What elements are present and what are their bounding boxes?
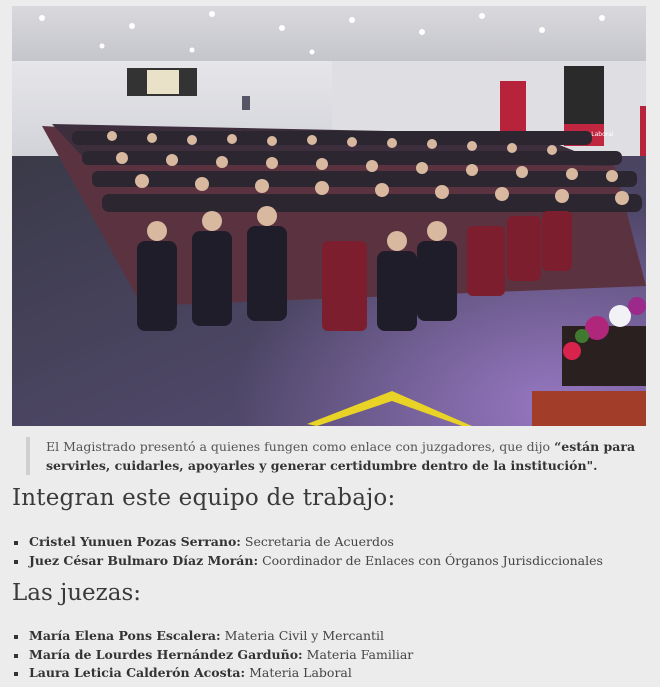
judge-role: Materia Laboral <box>249 665 352 680</box>
team-heading: Integran este equipo de trabajo: <box>12 485 396 511</box>
photo-caption <box>26 437 646 475</box>
judge-name: Laura Leticia Calderón Acosta: <box>29 665 246 680</box>
judges-list <box>12 627 413 683</box>
caption-quote: “están para servirles, cuidarles, apoyarles y generar certidumbre dentro de la institución". <box>46 439 636 473</box>
judges-heading: Las juezas: <box>12 580 142 606</box>
list-item <box>12 552 603 571</box>
judge-role: Materia Familiar <box>306 646 414 662</box>
auditorium-photo <box>12 6 646 426</box>
list-item <box>12 627 413 646</box>
member-role: Coordinador de Enlaces con Órganos Jurisdiccionales <box>262 552 603 568</box>
list-item <box>12 664 413 683</box>
judge-name: María Elena Pons Escalera: <box>29 628 221 643</box>
judge-name: María de Lourdes Hernández Garduño: <box>29 646 303 662</box>
caption-text: El Magistrado presentó a quienes fungen como enlace con juzgadores, que dijo <box>46 439 555 454</box>
member-name: Cristel Yunuen Pozas Serrano: <box>29 534 241 549</box>
list-item <box>12 533 603 552</box>
member-role: Secretaria de Acuerdos <box>244 534 394 549</box>
member-name: Juez César Bulmaro Díaz Morán: <box>29 552 259 568</box>
list-item <box>12 646 413 665</box>
team-list <box>12 533 603 570</box>
judge-role: Materia Civil y Mercantil <box>224 628 385 643</box>
